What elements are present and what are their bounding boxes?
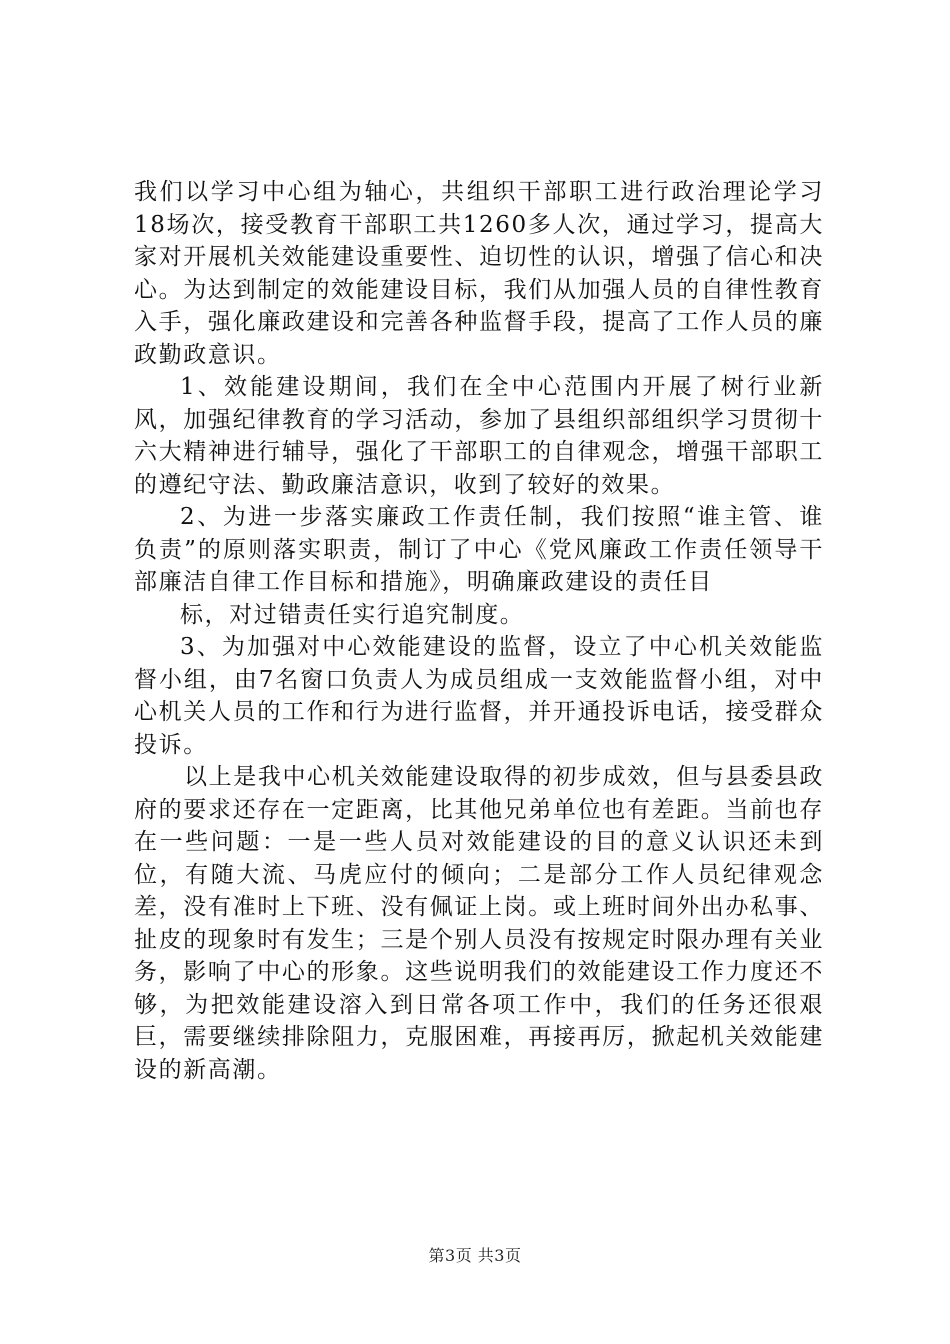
page-footer: 第3页 共3页 <box>428 1246 522 1265</box>
paragraph-summary: 以上是我中心机关效能建设取得的初步成效，但与县委县政府的要求还存在一定距离，比其他兄弟单位也有差距。当前也存在一些问题：一是一些人员对效能建设的目的意义认识还未到位，有随大流、马虎应付的倾向；二是部分工作人员纪律观念差，没有准时上下班、没有佩证上岗。或上班时间外出办私事、扯皮的现象时有发生；三是个别人员没有按规定时限办理有关业务，影响了中心的形象。这些说明我们的效能建设工作力度还不够，为把效能建设溶入到日常各项工作中，我们的任务还很艰巨，需要继续排除阻力，克服困难，再接再厉，掀起机关效能建设的新高潮。 <box>134 764 824 1083</box>
paragraph-item-2-continued: 标，对过错责任实行追究制度。 <box>180 601 525 628</box>
paragraph-item-1: 1、效能建设期间，我们在全中心范围内开展了树行业新风，加强纪律教育的学习活动，参加了县组织部组织学习贯彻十六大精神进行辅导，强化了干部职工的自律观念，增强干部职工的遵纪守法、勤政廉洁意识，收到了较好的效果。 <box>134 374 824 498</box>
document-body <box>134 176 824 1086</box>
paragraph-item-3: 3、为加强对中心效能建设的监督，设立了中心机关效能监督小组，由7名窗口负责人为成员组成一支效能监督小组，对中心机关人员的工作和行为进行监督，并开通投诉电话，接受群众投诉。 <box>134 634 824 758</box>
paragraph-study: 我们以学习中心组为轴心，共组织干部职工进行政治理论学习18场次，接受教育干部职工共1260多人次，通过学习，提高大家对开展机关效能建设重要性、迫切性的认识，增强了信心和决心。为达到制定的效能建设目标，我们从加强人员的自律性教育入手，强化廉政建设和完善各种监督手段，提高了工作人员的廉政勤政意识。 <box>134 179 824 368</box>
paragraph-item-2: 2、为进一步落实廉政工作责任制，我们按照“谁主管、谁负责”的原则落实职责，制订了中心《党风廉政工作责任领导干部廉洁自律工作目标和措施》，明确廉政建设的责任目 <box>134 504 824 595</box>
